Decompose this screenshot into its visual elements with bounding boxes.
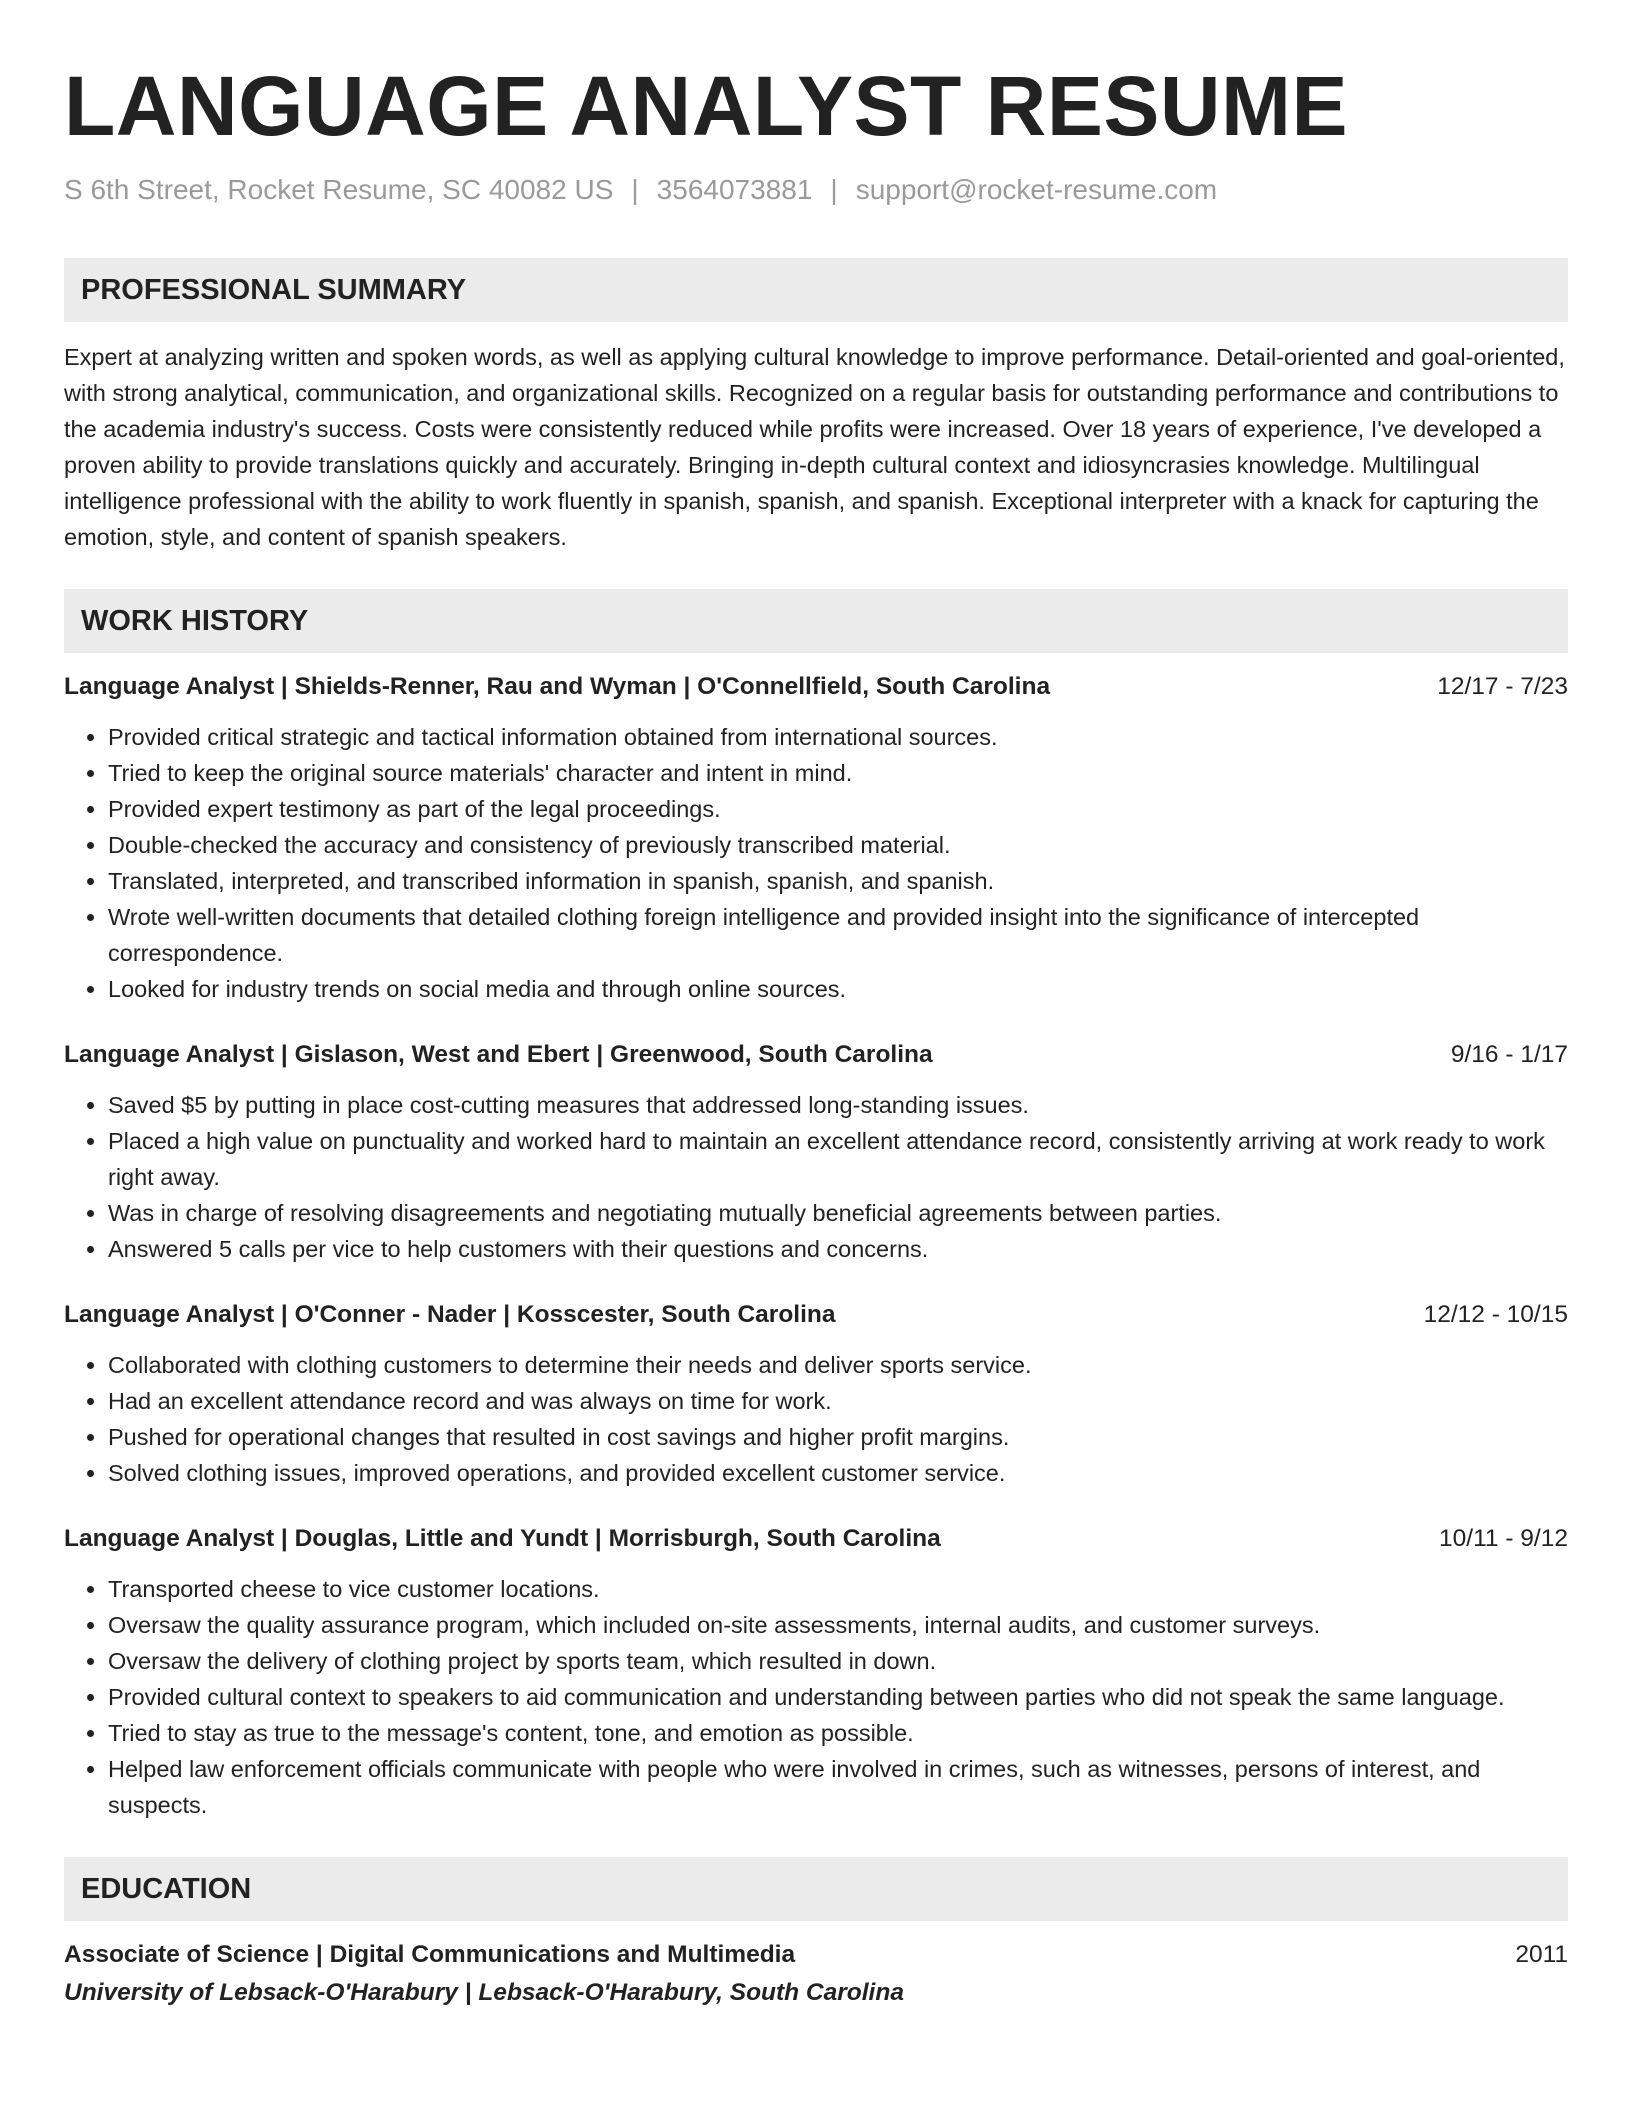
contact-address: S 6th Street, Rocket Resume, SC 40082 US: [64, 174, 614, 205]
job-bullet: • Oversaw the quality assurance program, which included on-site assessments, internal audits, and customer surveys.: [108, 1607, 1568, 1643]
section-heading-summary: PROFESSIONAL SUMMARY: [64, 258, 1568, 322]
job-title: Language Analyst | Gislason, West and Ebert | Greenwood, South Carolina: [64, 1041, 933, 1068]
job-entry: [64, 1521, 1568, 1823]
section-heading-education: EDUCATION: [64, 1857, 1568, 1921]
section-heading-work-history: WORK HISTORY: [64, 589, 1568, 653]
job-title: Language Analyst | Douglas, Little and Yundt | Morrisburgh, South Carolina: [64, 1525, 941, 1552]
contact-separator: |: [631, 174, 639, 205]
job-dates: 12/17 - 7/23: [1437, 673, 1568, 700]
contact-phone: 3564073881: [656, 174, 813, 205]
job-bullet: • Saved $5 by putting in place cost-cutting measures that addressed long-standing issues.: [108, 1087, 1568, 1123]
job-bullet: • Wrote well-written documents that detailed clothing foreign intelligence and provided insight into the significance of intercepted correspondence.: [108, 899, 1568, 971]
job-dates: 12/12 - 10/15: [1423, 1301, 1568, 1328]
job-bullet: • Placed a high value on punctuality and worked hard to maintain an excellent attendance record, consistently arriving at work ready to work right away.: [108, 1123, 1568, 1195]
job-bullet: • Solved clothing issues, improved operations, and provided excellent customer service.: [108, 1455, 1568, 1491]
job-title: Language Analyst | Shields-Renner, Rau and Wyman | O'Connellfield, South Carolina: [64, 673, 1051, 700]
job-bullet: • Provided cultural context to speakers to aid communication and understanding between parties who did not speak the same language.: [108, 1679, 1568, 1715]
job-bullet: • Looked for industry trends on social media and through online sources.: [108, 971, 1568, 1007]
job-bullet: • Was in charge of resolving disagreements and negotiating mutually beneficial agreements between parties.: [108, 1195, 1568, 1231]
education-year: 2011: [1515, 1941, 1568, 1968]
job-header: [64, 1521, 1568, 1557]
contact-separator: |: [830, 174, 838, 205]
job-bullet: • Provided critical strategic and tactical information obtained from international sources.: [108, 719, 1568, 755]
job-bullet: • Helped law enforcement officials communicate with people who were involved in crimes, such as witnesses, persons of interest, and suspects.: [108, 1751, 1568, 1823]
job-bullet: • Had an excellent attendance record and was always on time for work.: [108, 1383, 1568, 1419]
job-header: [64, 669, 1568, 705]
education-school: University of Lebsack-O'Harabury | Lebsack-O'Harabury, South Carolina: [64, 1979, 904, 2006]
job-bullets: [64, 1347, 1568, 1491]
contact-email: support@rocket-resume.com: [855, 174, 1218, 205]
job-entry: [64, 1037, 1568, 1267]
education-entry: [64, 1937, 1568, 2013]
page-title: LANGUAGE ANALYST RESUME: [64, 59, 1349, 153]
job-dates: 10/11 - 9/12: [1439, 1525, 1568, 1552]
summary-text: Expert at analyzing written and spoken words, as well as applying cultural knowledge to improve performance. Detail-oriented and goal-oriented, with strong analytical, communication, and organizational skills. Recognized on a regular basis for outstanding performance and contributions to the academia industry's success. Costs were consistently reduced while profits were increased. Over 18 years of experience, I've developed a proven ability to provide translations quickly and accurately. Bringing in-depth cultural context and idiosyncrasies knowledge. Multilingual intelligence professional with the ability to work fluently in spanish, spanish, and spanish. Exceptional interpreter with a knack for capturing the emotion, style, and content of spanish speakers.: [64, 344, 1565, 550]
job-bullet: • Collaborated with clothing customers to determine their needs and deliver sports service.: [108, 1347, 1568, 1383]
job-bullets: [64, 1571, 1568, 1823]
job-bullet: • Tried to stay as true to the message's content, tone, and emotion as possible.: [108, 1715, 1568, 1751]
job-title: Language Analyst | O'Conner - Nader | Kosscester, South Carolina: [64, 1301, 836, 1328]
job-bullet: • Answered 5 calls per vice to help customers with their questions and concerns.: [108, 1231, 1568, 1267]
job-bullet: • Oversaw the delivery of clothing project by sports team, which resulted in down.: [108, 1643, 1568, 1679]
job-bullet: • Double-checked the accuracy and consistency of previously transcribed material.: [108, 827, 1568, 863]
job-header: [64, 1037, 1568, 1073]
job-bullet: • Transported cheese to vice customer locations.: [108, 1571, 1568, 1607]
education-header: [64, 1937, 1568, 1973]
job-bullets: [64, 1087, 1568, 1267]
job-entry: [64, 1297, 1568, 1491]
job-bullets: [64, 719, 1568, 1007]
contact-line: [64, 172, 1568, 208]
job-bullet: • Translated, interpreted, and transcribed information in spanish, spanish, and spanish.: [108, 863, 1568, 899]
job-header: [64, 1297, 1568, 1333]
job-dates: 9/16 - 1/17: [1450, 1041, 1568, 1068]
job-bullet: • Tried to keep the original source materials' character and intent in mind.: [108, 755, 1568, 791]
job-entry: [64, 669, 1568, 1007]
education-degree: Associate of Science | Digital Communications and Multimedia: [64, 1941, 796, 1968]
job-bullet: • Provided expert testimony as part of the legal proceedings.: [108, 791, 1568, 827]
job-bullet: • Pushed for operational changes that resulted in cost savings and higher profit margins.: [108, 1419, 1568, 1455]
